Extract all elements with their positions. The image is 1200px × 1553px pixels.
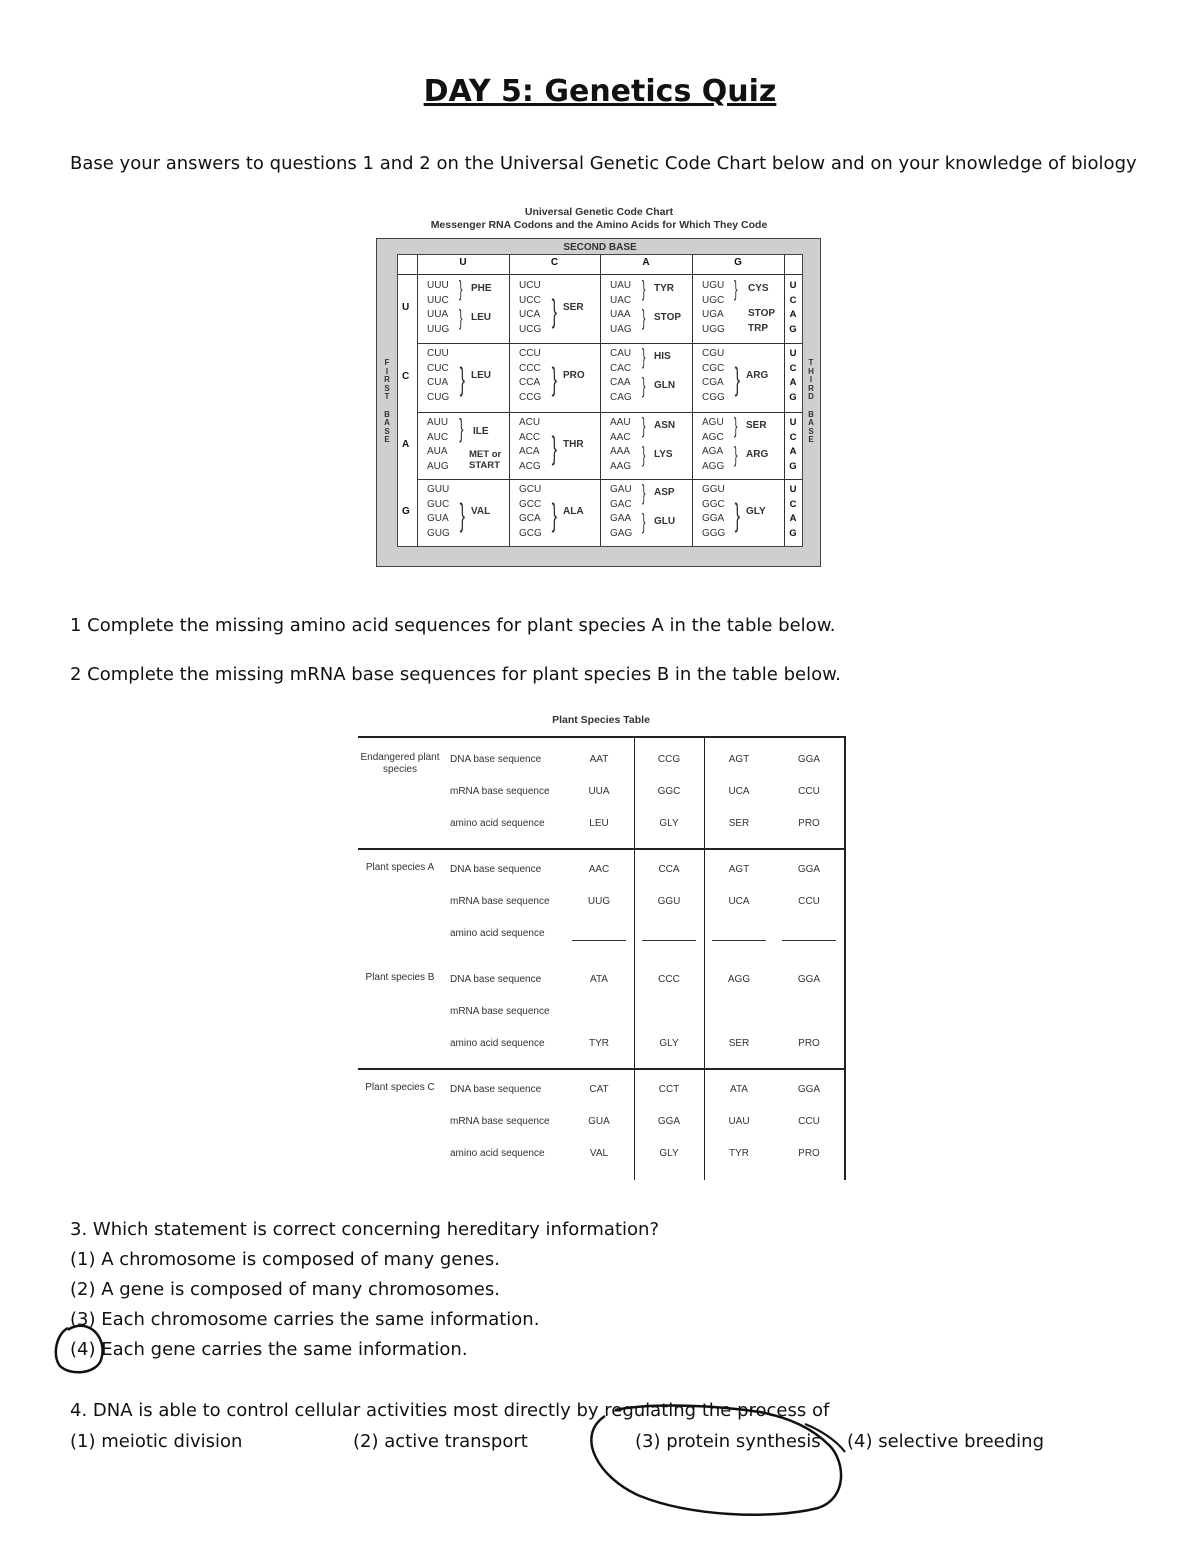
amino-acid-label: STOP [748,308,776,319]
codon-list: UAU UAC UAA UAG [610,280,632,335]
plant-table-caption: Plant Species Table [552,714,650,726]
species-name: Endangered plant species [360,752,440,775]
cell-value: PRO [798,1038,820,1049]
brace-icon: } [459,361,466,397]
amino-acid-label: PHE [471,283,492,294]
question-4-option-1: (1) meiotic division [70,1431,243,1452]
row-label: mRNA base sequence [450,1116,550,1127]
amino-acid-label: LEU [471,312,491,323]
brace-icon: } [733,276,738,301]
amino-acid-label: ARG [746,370,769,381]
amino-acid-label: LEU [471,370,491,381]
first-base-a: A [402,438,410,450]
question-4-option-4: (4) selective breeding [847,1431,1044,1452]
cell-value: TYR [589,1038,609,1049]
amino-acid-label: THR [563,439,584,450]
codon-list: CUU CUC CUA CUG [427,348,450,403]
cell-value: PRO [798,1148,820,1159]
answer-circle-q3 [56,1326,103,1372]
third-base-column-row-1: U C A G [789,280,797,335]
brace-icon: } [459,413,464,443]
brace-icon: } [641,413,646,438]
cell-value: AGG [727,974,751,985]
cell-value: UCA [728,896,750,907]
codon-list: ACU ACC ACA ACG [519,417,541,472]
cell-value: CCT [658,1084,680,1095]
row-label: DNA base sequence [450,1084,542,1095]
species-name: Plant species B [365,972,435,983]
brace-icon: } [458,305,463,330]
third-base-column-row-2: U C A G [789,348,797,403]
row-label: amino acid sequence [450,1038,545,1049]
amino-acid-label: ASP [654,487,675,498]
brace-icon: } [641,305,646,330]
row-label: mRNA base sequence [450,786,550,797]
cell-value: GGA [797,1084,821,1095]
codon-list: UGU UGC UGA UGG [702,280,725,335]
brace-icon: } [641,276,646,301]
question-3-option-4: (4) Each gene carries the same information. [70,1339,468,1360]
codon-list: CAU CAC CAA CAG [610,348,632,403]
cell-value: AGT [728,864,750,875]
third-base-label: T H I R D B A S E [808,358,814,445]
cell-value: UAU [728,1116,750,1127]
cell-value: GGA [657,1116,681,1127]
species-name: Plant species C [365,1082,435,1093]
cell-value: CCU [798,896,820,907]
cell-value: PRO [798,818,820,829]
row-label: DNA base sequence [450,754,542,765]
question-3-option-3: (3) Each chromosome carries the same information. [70,1309,540,1330]
brace-icon: } [733,442,738,467]
amino-acid-label: PRO [563,370,585,381]
second-base-label: SECOND BASE [563,242,637,253]
codon-list: CCU CCC CCA CCG [519,348,542,403]
second-base-g: G [734,257,742,268]
brace-icon: } [734,361,741,397]
cell-value: GGA [797,864,821,875]
cell-value: ATA [730,1084,748,1095]
genetic-chart-subcaption: Messenger RNA Codons and the Amino Acids for Which They Code [430,219,768,231]
cell-value: GGA [797,754,821,765]
amino-acid-label: SER [746,420,767,431]
row-label: mRNA base sequence [450,896,550,907]
codon-list: GGU GGC GGA GGG [702,484,726,539]
amino-acid-label: MET or [469,449,502,460]
amino-acid-label: STOP [654,312,682,323]
question-4-option-2: (2) active transport [353,1431,528,1452]
brace-icon: } [551,293,558,329]
codon-list: UUU UUC UUA UUG [427,280,450,335]
cell-value: GGU [657,896,681,907]
first-base-c: C [402,370,410,382]
amino-acid-label: VAL [471,506,491,517]
brace-icon: } [641,442,646,467]
second-base-a: A [642,257,650,268]
cell-value: CCG [657,754,681,765]
cell-value: GLY [659,1038,679,1049]
amino-acid-label: ASN [654,420,676,431]
cell-value: CAT [589,1084,609,1095]
amino-acid-label: HIS [654,351,671,362]
question-3-stem: 3. Which statement is correct concerning hereditary information? [70,1219,659,1240]
row-label: amino acid sequence [450,928,545,939]
cell-value: SER [728,1038,750,1049]
cell-value: UUA [588,786,610,797]
amino-acid-label: ILE [473,426,489,437]
cell-value: AAT [589,754,609,765]
codon-list: AUU AUC AUA AUG [427,417,449,472]
brace-icon: } [733,413,738,438]
brace-icon: } [641,509,646,534]
cell-value: TYR [729,1148,749,1159]
cell-value: UCA [728,786,750,797]
brace-icon: } [551,361,558,397]
cell-value: GGA [797,974,821,985]
codon-list: CGU CGC CGA CGG [702,348,725,403]
brace-icon: } [459,497,466,533]
brace-icon: } [641,480,646,505]
question-3-option-1: (1) A chromosome is composed of many genes. [70,1249,500,1270]
row-label: DNA base sequence [450,974,542,985]
cell-value: CCC [658,974,680,985]
codon-list: GAU GAC GAA GAG [610,484,633,539]
answer-circle-q4 [591,1406,841,1515]
row-label: mRNA base sequence [450,1006,550,1017]
second-base-c: C [550,257,559,268]
brace-icon: } [641,373,646,398]
amino-acid-label: LYS [654,449,673,460]
amino-acid-label: GLY [746,506,766,517]
amino-acid-label: GLU [654,516,676,527]
answer-circle-q4-tail [805,1424,845,1452]
row-label: DNA base sequence [450,864,542,875]
codon-list: GCU GCC GCA GCG [519,484,542,539]
cell-value: GLY [659,818,679,829]
cell-value: AGT [728,754,750,765]
page-title: DAY 5: Genetics Quiz [423,74,777,109]
codon-list: UCU UCC UCA UCG [519,280,542,335]
cell-value: GGC [657,786,681,797]
amino-acid-label: ALA [563,506,584,517]
question-4-option-3: (3) protein synthesis [635,1431,821,1452]
amino-acid-label: TRP [748,323,768,334]
second-base-u: U [459,257,467,268]
codon-list: AAU AAC AAA AAG [610,417,632,472]
cell-value: VAL [589,1148,609,1159]
codon-list: AGU AGC AGA AGG [702,417,725,472]
intro-text: Base your answers to questions 1 and 2 on the Universal Genetic Code Chart below and on your knowledge of biology [70,153,1137,174]
cell-value: ATA [590,974,608,985]
amino-acid-label: START [469,460,500,471]
species-name: Plant species A [365,862,435,873]
cell-value: AAC [588,864,610,875]
cell-value: GUA [588,1116,610,1127]
cell-value: SER [728,818,750,829]
amino-acid-label: ARG [746,449,769,460]
codon-list: GUU GUC GUA GUG [427,484,450,539]
cell-value: CCU [798,1116,820,1127]
brace-icon: } [734,497,741,533]
third-base-column-row-4: U C A G [789,484,797,539]
question-3-option-2: (2) A gene is composed of many chromosomes. [70,1279,500,1300]
question-4-stem: 4. DNA is able to control cellular activities most directly by regulating the process of [70,1400,830,1421]
row-label: amino acid sequence [450,818,545,829]
first-base-g: G [402,505,410,517]
brace-icon: } [551,497,558,533]
amino-acid-label: GLN [654,380,676,391]
question-2: 2 Complete the missing mRNA base sequences for plant species B in the table below. [70,664,841,685]
cell-value: GLY [659,1148,679,1159]
amino-acid-label: SER [563,302,584,313]
question-1: 1 Complete the missing amino acid sequences for plant species A in the table below. [70,615,836,636]
cell-value: CCA [658,864,680,875]
brace-icon: } [551,430,558,466]
first-base-u: U [402,302,410,313]
row-label: amino acid sequence [450,1148,545,1159]
cell-value: UUG [587,896,611,907]
genetic-chart-caption: Universal Genetic Code Chart [524,206,674,218]
amino-acid-label: TYR [654,283,674,294]
first-base-label: F I R S T B A S E [384,358,390,445]
cell-value: LEU [589,818,609,829]
brace-icon: } [641,344,646,369]
third-base-column-row-3: U C A G [789,417,797,472]
brace-icon: } [458,276,463,301]
amino-acid-label: CYS [748,283,769,294]
cell-value: CCU [798,786,820,797]
